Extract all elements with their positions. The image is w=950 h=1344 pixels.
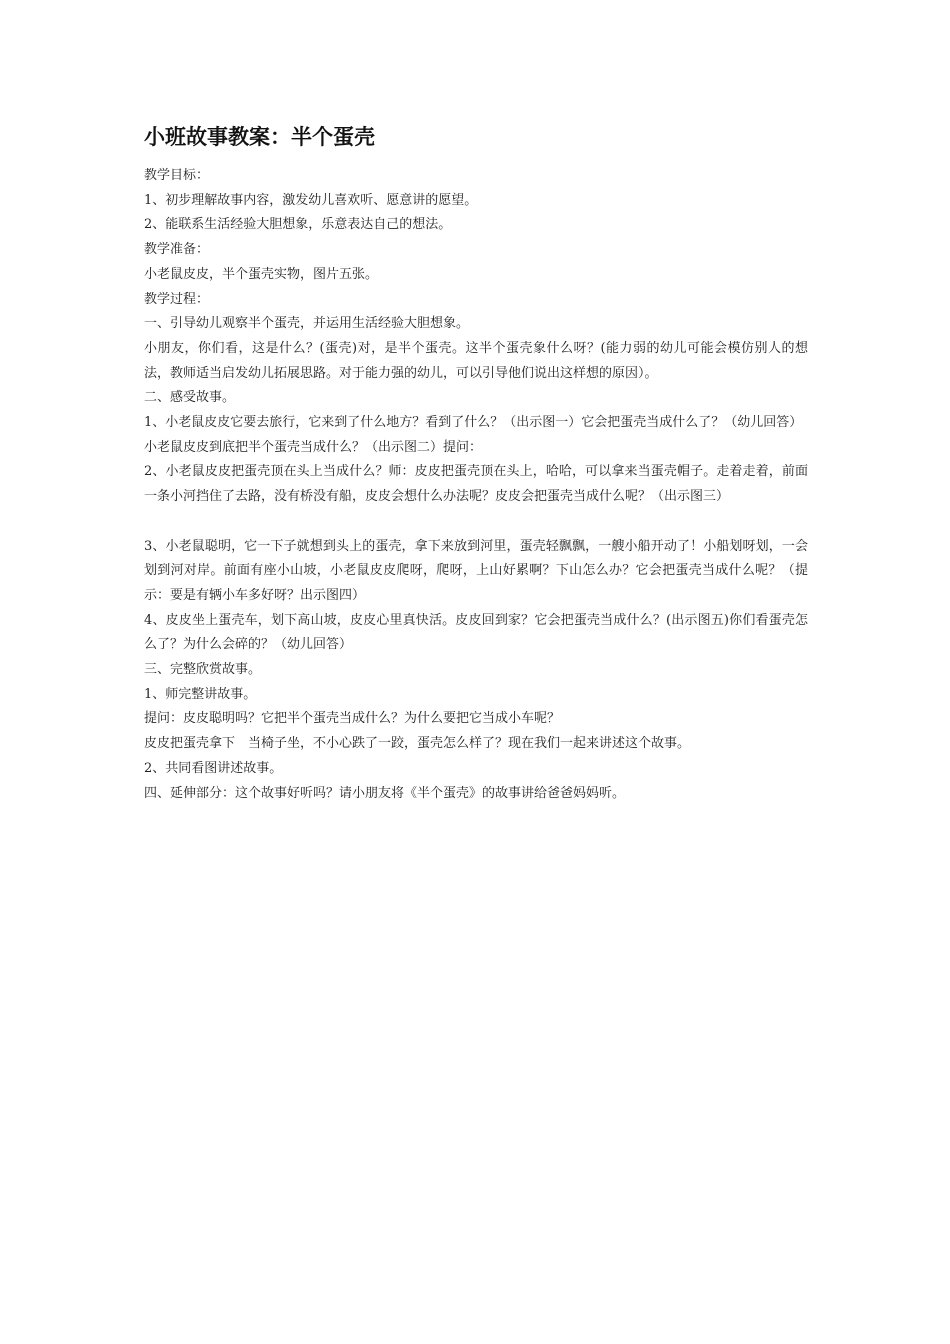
paragraph: 1、师完整讲故事。: [144, 686, 257, 702]
paragraph: 4、皮皮坐上蛋壳车，划下高山坡，皮皮心里真快活。皮皮回到家？它会把蛋壳当成什么？(出示图五)你们看蛋壳怎么了？为什么会碎的？（幼儿回答）: [144, 612, 808, 653]
paragraph: 教学准备：: [144, 242, 210, 258]
paragraph: 皮皮把蛋壳拿下 当椅子坐，不小心跌了一跤，蛋壳怎么样了？现在我们一起来讲述这个故事。: [144, 736, 691, 752]
paragraph: 二、感受故事。: [144, 390, 236, 406]
paragraph: 提问：皮皮聪明吗？它把半个蛋壳当成什么？为什么要把它当成小车呢？: [144, 711, 561, 727]
document-body: [144, 164, 808, 806]
paragraph: 小老鼠皮皮到底把半个蛋壳当成什么？（出示图二）提问：: [144, 439, 483, 455]
paragraph: 四、延伸部分：这个故事好听吗？请小朋友将《半个蛋壳》的故事讲给爸爸妈妈听。: [144, 785, 626, 801]
paragraph: 3、小老鼠聪明，它一下子就想到头上的蛋壳，拿下来放到河里，蛋壳轻飘飘，一艘小船开动了！小船划呀划，一会划到河对岸。前面有座小山坡，小老鼠皮皮爬呀，爬呀，上山好累啊？下山怎么办？它会把蛋壳当成什么呢？（提示：要是有辆小车多好呀？出示图四）: [144, 538, 808, 603]
document-title: 小班故事教案：半个蛋壳: [144, 125, 375, 149]
paragraph: 教学过程：: [144, 291, 210, 307]
paragraph: 2、共同看图讲述故事。: [144, 760, 283, 776]
paragraph: 1、初步理解故事内容，激发幼儿喜欢听、愿意讲的愿望。: [144, 192, 478, 208]
paragraph: 教学目标：: [144, 168, 210, 183]
paragraph: 小老鼠皮皮，半个蛋壳实物，图片五张。: [144, 266, 379, 282]
paragraph: 2、能联系生活经验大胆想象，乐意表达自己的想法。: [144, 217, 452, 233]
paragraph: 2、小老鼠皮皮把蛋壳顶在头上当成什么？师：皮皮把蛋壳顶在头上，哈哈，可以拿来当蛋壳帽子。走着走着，前面一条小河挡住了去路，没有桥没有船，皮皮会想什么办法呢？皮皮会把蛋壳当成什么呢？（出示图三）: [144, 464, 808, 505]
blank-line: [144, 510, 808, 535]
paragraph: 1、小老鼠皮皮它要去旅行，它来到了什么地方？看到了什么？（出示图一）它会把蛋壳当成什么了？（幼儿回答）: [144, 415, 803, 431]
paragraph: 小朋友，你们看，这是什么？(蛋壳)对，是半个蛋壳。这半个蛋壳象什么呀？(能力弱的幼儿可能会模仿别人的想法，教师适当启发幼儿拓展思路。对于能力强的幼儿，可以引导他们说出这样想的原因）。: [144, 340, 808, 381]
paragraph: 三、完整欣赏故事。: [144, 662, 262, 678]
paragraph: 一、引导幼儿观察半个蛋壳，并运用生活经验大胆想象。: [144, 316, 470, 332]
document-page: [144, 118, 808, 806]
